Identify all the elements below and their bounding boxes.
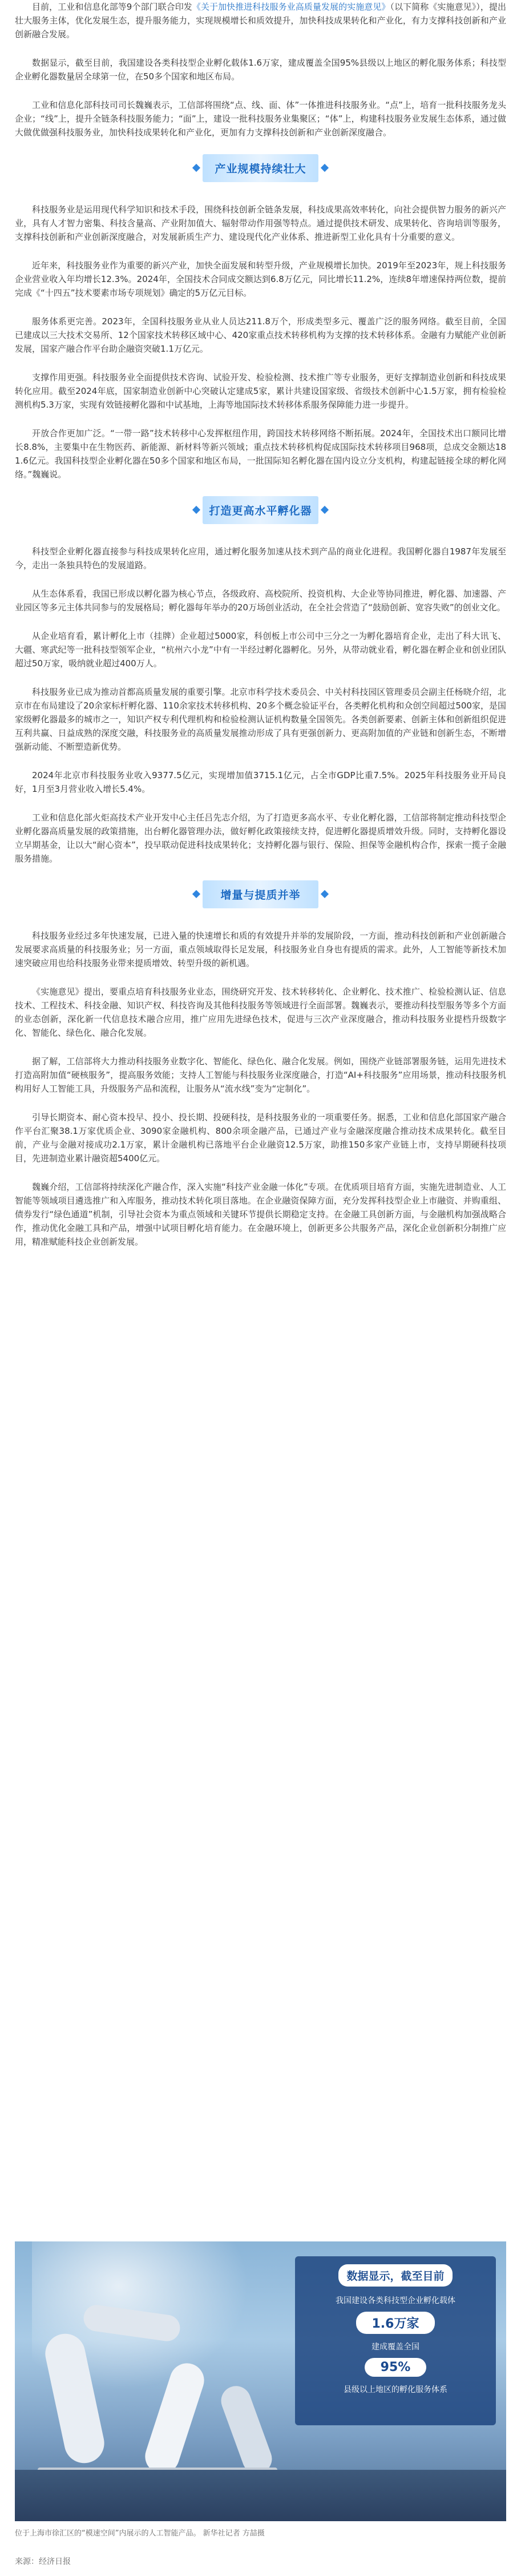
- paragraph: 科技服务业已成为推动首都高质量发展的重要引擎。北京市科学技术委员会、中关村科技园区管理委员会副主任杨晓介绍，北京市在布局建设了20余家标杆孵化器、110余家技术转移机构、20多个概念验证平台，各类孵化机构和众创空间超过500家，是国家级孵化器最多的城市之一，知识产权专利代理机构和检验检测认证机构数量全国领先。各类创新要素、创新主体和创新组织促进互利共赢、日益成熟的深度交融，科技服务业的高质量发展推动形成了具有更强创新力、更高附加值的产业链和创新生态，不断增强新动能、不断塑造新优势。: [15, 687, 506, 752]
- section-banner-scale: [203, 154, 318, 182]
- section-title: 打造更高水平孵化器: [209, 505, 312, 517]
- intro-paragraph: [15, 0, 506, 41]
- photo-caption: 位于上海市徐汇区的“模速空间”内展示的人工智能产品。 新华社记者 方喆摄: [15, 2529, 265, 2538]
- paragraph: 引导长期资本、耐心资本投早、投小、投长期、投硬科技，是科技服务业的一项重要任务。据悉，工业和信息化部国家产融合作平台汇聚38.1万家优质企业、3090家金融机构、800余项金融产品，已通过产业与金融深度融合推动技术成果转化。截至目前，产业与金融对接成功2.1万家，累计金融机构已落地平台企业融资12.5万家，助推150多家产业链上市，支持早期硬科技项目，先进制造业累计融资超5400亿元。: [15, 1112, 506, 1164]
- paragraph: 近年来，科技服务业作为重要的新兴产业，加快全面发展和转型升级，产业规模增长加快。2019年至2023年，规上科技服务企业营业收入年均增长12.3%。2024年，全国技术合同成交额达到6.8万亿元，同比增长11.2%，连续8年增速保持两位数，提前完成《“十四五”技术要素市场专项规划》确定的5万亿元目标。: [15, 260, 506, 298]
- article-source: 来源：经济日报: [15, 2557, 71, 2566]
- infographic-title: 数据显示，截至目前: [338, 2264, 452, 2287]
- policy-link[interactable]: 《关于加快推进科技服务业高质量发展的实施意见》: [192, 2, 390, 12]
- robot-arm-shape: [217, 2382, 276, 2478]
- paragraph: 《实施意见》提出，要重点培育科技服务业业态，围绕研究开发、技术转移转化、企业孵化、技术推广、检验检测认证、信息技术、工程技术、科技金融、知识产权、科技咨询及其他科技服务等领域进行全面部署。魏巍表示，要推动科技型服务等多个方面的业态创新，深化新一代信息技术融合应用，推广应用先进绿色技术，促进与三次产业深度融合，推动科技服务业提档升级数字化、智能化、绿色化、融合化发展。: [15, 987, 506, 1038]
- paragraph: 科技服务业是运用现代科学知识和技术手段，围绕科技创新全链条发展，科技成果高效率转化，向社会提供智力服务的新兴产业，具有人才智力密集、科技含量高、产业附加值大、辐射带动作用强等特点。通过提供技术研发、成果转化、咨询培训等服务，支撑科技创新和产业创新深度融合，对发展新质生产力、建设现代化产业体系、推进新型工业化具有十分重要的意义。: [15, 204, 506, 242]
- paragraph: 2024年北京市科技服务业收入9377.5亿元，实现增加值3715.1亿元，占全市GDP比重7.5%。2025年科技服务业开局良好，1月至3月营业收入增长5.4%。: [15, 770, 506, 794]
- infographic-value: 95%: [365, 2358, 427, 2377]
- paragraph: 从生态体系看，我国已形成以孵化器为核心节点，各级政府、高校院所、投资机构、大企业等协同推进，孵化器、加速器、产业园区等多元主体共同参与的发展格局；孵化器每年举办的20万场创业活动，在全社会营造了“鼓励创新、宽容失败”的创业文化。: [15, 589, 506, 613]
- paragraph: 数据显示，截至目前，我国建设各类科技型企业孵化载体1.6万家，建成覆盖全国95%县级以上地区的孵化服务体系；科技型企业孵化器数量居全球第一位，在50多个国家和地区布局。: [15, 58, 506, 82]
- paragraph: 工业和信息化部火炬高技术产业开发中心主任吕先志介绍，为了打造更多高水平、专业化孵化器，工信部将制定推动科技型企业孵化器高质量发展的政策措施，出台孵化器管理办法，做好孵化政策接续支持，促进孵化器提质增效升级。同时，支持孵化器设立早期基金，让以大“耐心资本”，投早联动促进科技成果转化；支持孵化器与银行、保险、担保等金融机构合作，探索一揽子金融服务措施。: [15, 812, 506, 864]
- section-banner-incubator: [203, 496, 318, 524]
- paragraph: 服务体系更完善。2023年，全国科技服务业从业人员达211.8万个，形成类型多元、覆盖广泛的服务网络。截至目前，全国已建成以三大技术交易所、12个国家技术转移区域中心、420家重点技术转移机构为支撑的技术转移体系。金融有力赋能产业创新发展，国家产融合作平台助企融资突破1.1万亿元。: [15, 316, 506, 354]
- infographic-value: 1.6万家: [356, 2312, 435, 2334]
- paragraph: 魏巍介绍，工信部将持续深化产融合作，深入实施“科技产业金融一体化”专项。在优质项目培育方面，实施先进制造业、人工智能等领域项目遴选推广和入库服务，推动技术转化项目落地。在企业融资保障方面，充分发挥科技型企业上市融资、并购重组、债券发行“绿色通道”机制，引导社会资本为重点领域和关键环节提供长期稳定支持。在金融工具创新方面，与金融机构加强战略合作，推动优化金融工具和产品，增强中试项目孵化培育能力。在金融环境上，创新更多公共服务产品，深化企业创新积分制推广应用，精准赋能科技企业创新发展。: [15, 1182, 506, 1247]
- paragraph: 工业和信息化部科技司司长魏巍表示，工信部将围绕“点、线、面、体”一体推进科技服务业。“点”上，培育一批科技服务龙头企业；“线”上，提升全链条科技服务能力；“面”上，建设一批科技服务业集聚区；“体”上，构建科技服务业发展生态体系，通过做大做优做强科技服务业，加快科技成果转化和产业化，更加有力支撑科技创新和产业创新深度融合。: [15, 100, 506, 138]
- paragraph: 科技型企业孵化器直接参与科技成果转化应用，通过孵化服务加速从技术到产品的商业化进程。我国孵化器自1987年发展至今，走出一条独具特色的发展道路。: [15, 546, 506, 570]
- photo-floor: [15, 2470, 506, 2521]
- infographic-line: 我国建设各类科技型企业孵化载体: [336, 2296, 455, 2305]
- infographic-line: 建成覆盖全国: [371, 2342, 419, 2352]
- article-body: [15, 0, 506, 1263]
- news-photo: [15, 2241, 506, 2521]
- paragraph: 据了解，工信部将大力推动科技服务业数字化、智能化、绿色化、融合化发展。例如，围绕产业链部署服务链，运用先进技术打造高附加值“硬核服务”，提高服务效能；支持人工智能与科技服务业深度融合，打造“AI+科技服务”应用场景，推动科技服务机构用好人工智能工具，升级服务产品和流程，让服务从“流水线”变为“定制化”。: [15, 1056, 506, 1094]
- intro-text-pre: 目前，工业和信息化部等9个部门联合印发: [32, 2, 192, 12]
- paragraph: 从企业培育看，累计孵化上市（挂牌）企业超过5000家，科创板上市公司中三分之一为孵化器培育企业，走出了科大讯飞、大疆、寒武纪等一批科技型领军企业，“杭州六小龙”中有一半经过孵化器孵化。另外，从带动就业看，孵化器在孵企业和创业团队超过50万家，吸纳就业超过400万人。: [15, 631, 506, 669]
- section-title: 产业规模持续壮大: [215, 163, 306, 175]
- paragraph: 科技服务业经过多年快速发展，已进入量的快速增长和质的有效提升并举的发展阶段，一方面，推动科技创新和产业创新融合发展要求高质量的科技服务业；另一方面，重点领域取得长足发展，科技服务业自身也有提质的需求。此外，人工智能等新技术加速突破应用也给科技服务业带来提质增效、转型升级的新机遇。: [15, 931, 506, 968]
- infographic-line: 县级以上地区的孵化服务体系: [344, 2385, 447, 2394]
- intro-text-post: （以下简称《实施意见》），提出壮大服务主体，优化发展生态，提升服务能力，实现规模增长和质效提升，加快科技成果转化和产业化，有力支撑科技创新和产业创新融合发展。: [15, 2, 506, 39]
- section-title: 增量与提质并举: [220, 889, 301, 901]
- paragraph: 开放合作更加广泛。“一带一路”技术转移中心发挥枢纽作用，跨国技术转移网络不断拓展。2024年，全国技术出口额同比增长8.8%，主要集中在生物医药、新能源、新材料等新兴领域；重点技术转移机构促成国际技术转移项目968项，总成交金额达181.6亿元。我国科技型企业孵化器在50多个国家和地区布局，一批国际知名孵化器在国内设立分支机构，构建起链接全球的孵化网络。”魏巍说。: [15, 428, 506, 480]
- paragraph: 支撑作用更强。科技服务业全面提供技术咨询、试验开发、检验检测、技术推广等专业服务，更好支撑制造业创新和科技成果转化应用。截至2024年底，国家制造业创新中心突破认定建成5家，累计共建设国家级、省级技术创新中心1.5万家，拥有检验检测机构5.3万家，实现有效链接孵化器和中试基地，上海等地国际技术转移体系服务保障能力进一步提升。: [15, 372, 506, 410]
- infographic-card: [295, 2256, 496, 2425]
- section-banner-quality: [203, 880, 318, 908]
